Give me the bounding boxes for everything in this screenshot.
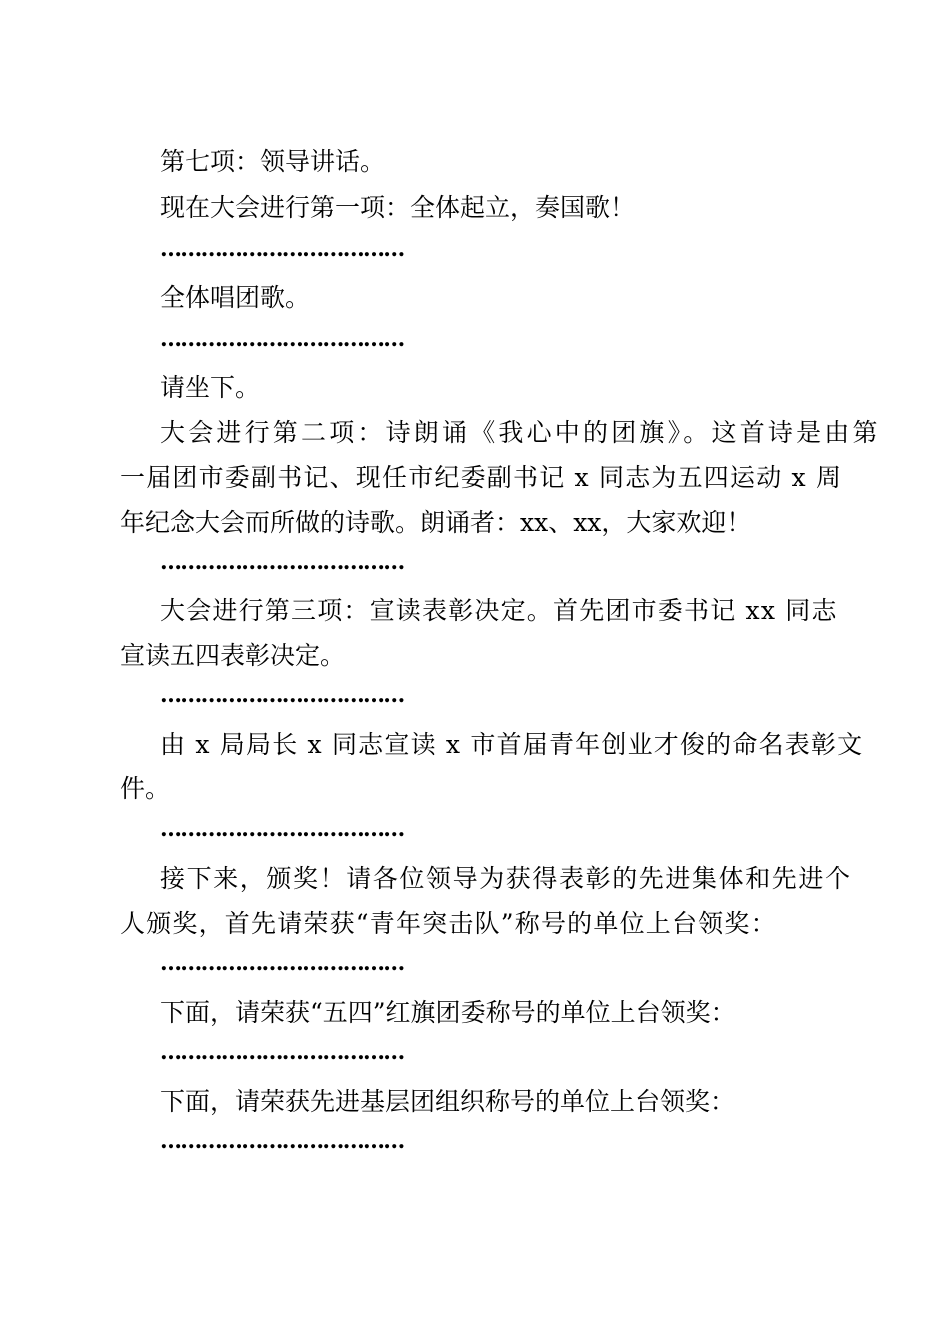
ellipsis-separator: ……………………………… (160, 817, 404, 841)
ellipsis-separator: ……………………………… (160, 683, 404, 707)
ellipsis-separator: ……………………………… (160, 237, 404, 261)
item-one-national-anthem: 现在大会进行第一项：全体起立，奏国歌！ (160, 193, 636, 222)
youth-entrepreneur-line-1: 由 x 局局长 x 同志宣读 x 市首届青年创业才俊的命名表彰文 (160, 730, 864, 759)
ellipsis-separator: ……………………………… (160, 1040, 404, 1064)
please-sit-down: 请坐下。 (160, 373, 261, 402)
item-three-commendation-line-1: 大会进行第三项：宣读表彰决定。首先团市委书记 xx 同志 (160, 596, 838, 625)
ellipsis-separator: ……………………………… (160, 550, 404, 574)
item-two-poem-line-1: 大会进行第二项：诗朗诵《我心中的团旗》。这首诗是由第 (160, 418, 881, 447)
ellipsis-separator: ……………………………… (160, 951, 404, 975)
ellipsis-separator: ……………………………… (160, 327, 404, 351)
may-fourth-red-flag-award: 下面，请荣获“五四”红旗团委称号的单位上台领奖： (160, 998, 736, 1027)
sing-league-song: 全体唱团歌。 (160, 283, 311, 312)
youth-entrepreneur-line-2: 件。 (120, 774, 171, 803)
item-seven-leader-speech: 第七项：领导讲话。 (160, 147, 386, 176)
grassroots-organization-award: 下面，请荣获先进基层团组织称号的单位上台领奖： (160, 1087, 736, 1116)
awards-line-2: 人颁奖，首先请荣获“青年突击队”称号的单位上台领奖： (120, 909, 777, 938)
ellipsis-separator: ……………………………… (160, 1129, 404, 1153)
item-two-poem-line-2: 一届团市委副书记、现任市纪委副书记 x 同志为五四运动 x 周 (120, 463, 843, 492)
awards-line-1: 接下来，颁奖！请各位领导为获得表彰的先进集体和先进个 (160, 864, 852, 893)
item-two-poem-line-3: 年纪念大会而所做的诗歌。朗诵者：xx、xx，大家欢迎！ (120, 508, 752, 537)
item-three-commendation-line-2: 宣读五四表彰决定。 (120, 641, 346, 670)
